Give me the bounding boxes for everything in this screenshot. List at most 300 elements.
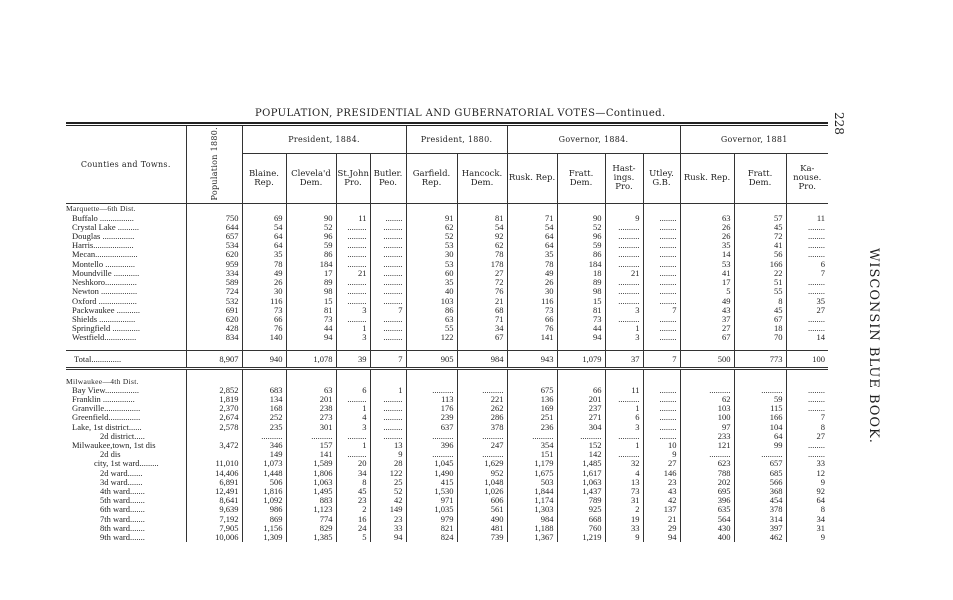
data-cell: 66 bbox=[242, 315, 286, 324]
column-header: Clevela'd Dem. bbox=[286, 153, 336, 203]
table-row bbox=[66, 524, 828, 533]
data-cell bbox=[680, 377, 734, 386]
data-cell: ........ bbox=[786, 395, 828, 404]
data-cell: ........ bbox=[786, 287, 828, 296]
data-cell: 94 bbox=[370, 533, 406, 542]
data-cell: 98 bbox=[286, 287, 336, 296]
data-cell: 1,844 bbox=[507, 487, 557, 496]
data-cell: 8,641 bbox=[186, 496, 242, 505]
table-row bbox=[66, 297, 828, 306]
data-cell: 169 bbox=[507, 404, 557, 413]
data-cell: .......... bbox=[680, 386, 734, 395]
data-cell: 503 bbox=[507, 478, 557, 487]
data-cell: ......... bbox=[336, 297, 370, 306]
data-cell: .......... bbox=[286, 432, 336, 441]
data-cell: 62 bbox=[457, 241, 507, 250]
data-cell: 149 bbox=[370, 505, 406, 514]
data-cell: 60 bbox=[406, 269, 457, 278]
row-label-cell bbox=[66, 377, 186, 386]
data-cell: 462 bbox=[734, 533, 786, 542]
data-cell: 500 bbox=[680, 350, 734, 368]
data-cell: 883 bbox=[286, 496, 336, 505]
table-row bbox=[66, 496, 828, 505]
row-label-cell bbox=[66, 469, 186, 478]
data-cell: .......... bbox=[734, 386, 786, 395]
data-cell: 184 bbox=[286, 260, 336, 269]
spacer-cell bbox=[507, 368, 557, 377]
data-cell: 41 bbox=[734, 241, 786, 250]
data-cell: 21 bbox=[457, 297, 507, 306]
table-row bbox=[66, 395, 828, 404]
row-label: Milwaukee—4th Dist. bbox=[66, 376, 139, 386]
data-cell bbox=[557, 377, 605, 386]
data-cell: 10,006 bbox=[186, 533, 242, 542]
data-cell: 7 bbox=[643, 350, 680, 368]
table-row bbox=[66, 450, 828, 459]
data-cell: 11 bbox=[336, 214, 370, 223]
data-cell: 724 bbox=[186, 287, 242, 296]
data-cell: ........ bbox=[643, 269, 680, 278]
data-cell: 35 bbox=[680, 241, 734, 250]
data-cell: 971 bbox=[406, 496, 457, 505]
data-cell: ........ bbox=[786, 386, 828, 395]
data-cell: 9 bbox=[643, 450, 680, 459]
data-cell: ........ bbox=[643, 324, 680, 333]
data-cell: 1,156 bbox=[242, 524, 286, 533]
data-cell: 1,073 bbox=[242, 459, 286, 468]
data-cell: ........ bbox=[786, 250, 828, 259]
data-cell: 1 bbox=[605, 441, 643, 450]
table-row bbox=[66, 333, 828, 342]
data-cell: 7 bbox=[370, 306, 406, 315]
data-cell: 37 bbox=[680, 315, 734, 324]
data-cell: 534 bbox=[186, 241, 242, 250]
data-cell: 8,907 bbox=[186, 350, 242, 368]
population-header bbox=[186, 126, 242, 204]
data-cell: 55 bbox=[734, 287, 786, 296]
data-cell: 23 bbox=[370, 515, 406, 524]
data-cell: .......... bbox=[242, 432, 286, 441]
data-cell: 49 bbox=[680, 297, 734, 306]
spacer-row bbox=[66, 343, 828, 351]
data-cell: .......... bbox=[406, 432, 457, 441]
table-row bbox=[66, 423, 828, 432]
spacer-cell bbox=[242, 368, 286, 377]
column-header: Hancock. Dem. bbox=[457, 153, 507, 203]
data-cell: 63 bbox=[680, 214, 734, 223]
row-label-cell bbox=[66, 413, 186, 422]
data-cell: 73 bbox=[242, 306, 286, 315]
data-cell: 94 bbox=[643, 533, 680, 542]
row-label: 2d dis bbox=[100, 450, 121, 460]
data-cell: ........ bbox=[786, 232, 828, 241]
table-row bbox=[66, 487, 828, 496]
data-cell bbox=[186, 377, 242, 386]
data-cell: 21 bbox=[605, 269, 643, 278]
data-cell: 67 bbox=[680, 333, 734, 342]
data-cell: 1,675 bbox=[507, 469, 557, 478]
row-label: 7th ward....... bbox=[100, 514, 145, 524]
row-label: Harris................... bbox=[72, 241, 134, 251]
data-cell: ......... bbox=[336, 260, 370, 269]
data-cell: ......... bbox=[370, 223, 406, 232]
data-cell: 25 bbox=[370, 478, 406, 487]
data-cell: 49 bbox=[507, 269, 557, 278]
data-cell: 7 bbox=[786, 413, 828, 422]
county-heading-row bbox=[66, 204, 828, 214]
data-cell: ........ bbox=[643, 250, 680, 259]
row-label: Buffalo ................ bbox=[72, 213, 134, 223]
spacer-cell bbox=[680, 368, 734, 377]
data-cell: 78 bbox=[457, 250, 507, 259]
data-cell: 18 bbox=[734, 324, 786, 333]
data-cell: 905 bbox=[406, 350, 457, 368]
data-cell: 247 bbox=[457, 441, 507, 450]
data-cell: 273 bbox=[286, 413, 336, 422]
data-cell: 1,629 bbox=[457, 459, 507, 468]
spacer-cell bbox=[507, 343, 557, 351]
data-cell: 30 bbox=[406, 250, 457, 259]
data-cell: ........ bbox=[786, 324, 828, 333]
data-cell: 20 bbox=[336, 459, 370, 468]
data-cell: 122 bbox=[370, 469, 406, 478]
data-cell: 70 bbox=[734, 333, 786, 342]
data-cell: 9 bbox=[786, 533, 828, 542]
row-label-cell bbox=[66, 315, 186, 324]
data-cell: ........ bbox=[643, 423, 680, 432]
data-cell: ........ bbox=[643, 297, 680, 306]
spacer-cell bbox=[557, 343, 605, 351]
data-cell: 9 bbox=[370, 450, 406, 459]
table-row bbox=[66, 269, 828, 278]
data-cell: 11,010 bbox=[186, 459, 242, 468]
data-cell: 141 bbox=[507, 333, 557, 342]
data-cell: 979 bbox=[406, 515, 457, 524]
data-cell: 90 bbox=[557, 214, 605, 223]
data-cell: 86 bbox=[557, 250, 605, 259]
data-cell: 140 bbox=[242, 333, 286, 342]
data-cell: 43 bbox=[680, 306, 734, 315]
data-cell: 1,174 bbox=[507, 496, 557, 505]
table-row bbox=[66, 505, 828, 514]
data-cell: 2,852 bbox=[186, 386, 242, 395]
data-cell: 97 bbox=[680, 423, 734, 432]
row-label-cell bbox=[66, 515, 186, 524]
spacer-cell bbox=[734, 368, 786, 377]
data-cell: 67 bbox=[457, 333, 507, 342]
data-cell: 17 bbox=[286, 269, 336, 278]
data-cell bbox=[370, 204, 406, 214]
data-cell: 100 bbox=[786, 350, 828, 368]
data-cell: 1 bbox=[605, 404, 643, 413]
row-label-cell bbox=[66, 505, 186, 514]
row-label-cell bbox=[66, 297, 186, 306]
data-cell: ........ bbox=[643, 432, 680, 441]
data-cell: 7 bbox=[370, 350, 406, 368]
data-cell bbox=[457, 204, 507, 214]
table-row bbox=[66, 306, 828, 315]
data-cell: ......... bbox=[370, 413, 406, 422]
data-cell: 157 bbox=[286, 441, 336, 450]
data-cell: 64 bbox=[786, 496, 828, 505]
data-cell: 1,448 bbox=[242, 469, 286, 478]
row-label: Mecan.................... bbox=[72, 250, 138, 260]
table-row bbox=[66, 223, 828, 232]
row-label: Total.............. bbox=[74, 353, 122, 364]
data-cell: 1,078 bbox=[286, 350, 336, 368]
data-cell: 7,905 bbox=[186, 524, 242, 533]
data-cell: 100 bbox=[680, 413, 734, 422]
data-cell: 42 bbox=[370, 496, 406, 505]
row-label: Packwaukee ........... bbox=[72, 305, 140, 315]
row-label-cell bbox=[66, 214, 186, 223]
data-cell: 54 bbox=[507, 223, 557, 232]
data-cell: .......... bbox=[457, 450, 507, 459]
data-cell: ......... bbox=[336, 315, 370, 324]
data-cell: 55 bbox=[406, 324, 457, 333]
data-cell: 14 bbox=[680, 250, 734, 259]
data-cell: 73 bbox=[507, 306, 557, 315]
data-cell: 73 bbox=[557, 315, 605, 324]
data-cell: 30 bbox=[507, 287, 557, 296]
data-cell: 168 bbox=[242, 404, 286, 413]
spacer-cell bbox=[786, 368, 828, 377]
spacer-cell bbox=[734, 343, 786, 351]
data-cell bbox=[186, 204, 242, 214]
row-label: Moundville ............ bbox=[72, 268, 140, 278]
data-cell: .......... bbox=[680, 450, 734, 459]
data-cell: 940 bbox=[242, 350, 286, 368]
data-cell: 62 bbox=[406, 223, 457, 232]
data-cell: 26 bbox=[507, 278, 557, 287]
data-cell: 252 bbox=[242, 413, 286, 422]
data-cell: 184 bbox=[557, 260, 605, 269]
data-cell: 314 bbox=[734, 515, 786, 524]
data-cell: 378 bbox=[457, 423, 507, 432]
data-cell: ......... bbox=[370, 260, 406, 269]
data-cell: 51 bbox=[734, 278, 786, 287]
row-label: 3d ward....... bbox=[100, 477, 143, 487]
row-label-cell bbox=[66, 204, 186, 214]
data-cell: 430 bbox=[680, 524, 734, 533]
row-label: Greenfield............... bbox=[72, 413, 141, 423]
data-cell: 32 bbox=[605, 459, 643, 468]
data-cell: 42 bbox=[643, 496, 680, 505]
data-cell: 11 bbox=[786, 214, 828, 223]
data-cell bbox=[605, 377, 643, 386]
column-header: Blaine. Rep. bbox=[242, 153, 286, 203]
data-cell: .......... bbox=[406, 450, 457, 459]
data-cell: 454 bbox=[734, 496, 786, 505]
row-label-cell bbox=[66, 533, 186, 542]
data-cell: 400 bbox=[680, 533, 734, 542]
data-cell: 773 bbox=[734, 350, 786, 368]
data-cell: 39 bbox=[336, 350, 370, 368]
row-label: Lake, 1st district...... bbox=[72, 422, 142, 432]
data-cell: 760 bbox=[557, 524, 605, 533]
data-cell: 1,589 bbox=[286, 459, 336, 468]
data-cell: ........ bbox=[643, 413, 680, 422]
data-cell: 59 bbox=[557, 241, 605, 250]
data-cell: 1,530 bbox=[406, 487, 457, 496]
row-label: Montello .............. bbox=[72, 259, 136, 269]
data-cell: 52 bbox=[557, 223, 605, 232]
spacer-cell bbox=[66, 343, 186, 351]
data-cell: 750 bbox=[186, 214, 242, 223]
data-cell: ........ bbox=[786, 450, 828, 459]
spacer-cell bbox=[406, 368, 457, 377]
data-cell: 52 bbox=[286, 223, 336, 232]
row-label-cell bbox=[66, 269, 186, 278]
table-row bbox=[66, 441, 828, 450]
data-cell: ........ bbox=[643, 287, 680, 296]
data-cell: ........ bbox=[643, 333, 680, 342]
data-cell: 657 bbox=[186, 232, 242, 241]
data-cell: ........ bbox=[643, 404, 680, 413]
data-cell: 984 bbox=[507, 515, 557, 524]
data-cell: 16 bbox=[336, 515, 370, 524]
data-cell: 53 bbox=[406, 241, 457, 250]
data-cell: .......... bbox=[605, 223, 643, 232]
data-cell: 1,819 bbox=[186, 395, 242, 404]
row-label-cell bbox=[66, 432, 186, 441]
data-cell: 73 bbox=[286, 315, 336, 324]
data-cell: 986 bbox=[242, 505, 286, 514]
data-cell: .......... bbox=[605, 315, 643, 324]
data-cell: 301 bbox=[286, 423, 336, 432]
data-cell: 304 bbox=[557, 423, 605, 432]
data-cell: 396 bbox=[406, 441, 457, 450]
data-cell: 368 bbox=[734, 487, 786, 496]
data-cell: 1,303 bbox=[507, 505, 557, 514]
row-label-cell bbox=[66, 250, 186, 259]
data-cell bbox=[242, 204, 286, 214]
row-label-cell bbox=[66, 441, 186, 450]
data-cell: 17 bbox=[680, 278, 734, 287]
data-cell: 12 bbox=[786, 469, 828, 478]
data-cell: 1,219 bbox=[557, 533, 605, 542]
data-cell: 8 bbox=[786, 423, 828, 432]
data-cell: 27 bbox=[680, 324, 734, 333]
data-cell: 566 bbox=[734, 478, 786, 487]
data-cell: 685 bbox=[734, 469, 786, 478]
data-cell: 45 bbox=[734, 306, 786, 315]
data-cell: ........ bbox=[786, 241, 828, 250]
data-cell: 952 bbox=[457, 469, 507, 478]
table-row bbox=[66, 404, 828, 413]
data-cell bbox=[406, 377, 457, 386]
data-cell: 166 bbox=[734, 260, 786, 269]
data-cell: ........ bbox=[370, 214, 406, 223]
data-cell: .......... bbox=[605, 432, 643, 441]
data-cell: 3 bbox=[336, 333, 370, 342]
data-cell: 1,048 bbox=[457, 478, 507, 487]
population-header-text: Population 1880. bbox=[209, 127, 219, 201]
data-cell: 35 bbox=[507, 250, 557, 259]
data-cell: 620 bbox=[186, 315, 242, 324]
spacer-cell bbox=[680, 343, 734, 351]
data-cell: 1,079 bbox=[557, 350, 605, 368]
spacer-cell bbox=[643, 343, 680, 351]
data-cell: 86 bbox=[406, 306, 457, 315]
data-cell: 92 bbox=[457, 232, 507, 241]
data-cell: 637 bbox=[406, 423, 457, 432]
data-cell: 201 bbox=[557, 395, 605, 404]
row-label: Westfield............... bbox=[72, 333, 137, 343]
row-label: Bay View................ bbox=[72, 385, 140, 395]
data-cell bbox=[286, 204, 336, 214]
data-cell: 6,891 bbox=[186, 478, 242, 487]
data-cell: .......... bbox=[605, 250, 643, 259]
spacer-cell bbox=[286, 343, 336, 351]
row-label: Marquette—6th Dist. bbox=[66, 204, 136, 214]
data-cell: 89 bbox=[286, 278, 336, 287]
spacer-cell bbox=[406, 343, 457, 351]
data-cell: 490 bbox=[457, 515, 507, 524]
data-cell: 821 bbox=[406, 524, 457, 533]
data-cell: ........ bbox=[786, 315, 828, 324]
data-cell: 415 bbox=[406, 478, 457, 487]
data-cell: 35 bbox=[406, 278, 457, 287]
data-cell: 346 bbox=[242, 441, 286, 450]
row-label: Neshkoro............... bbox=[72, 278, 137, 288]
row-label-cell bbox=[66, 260, 186, 269]
data-cell: 18 bbox=[557, 269, 605, 278]
data-cell: 34 bbox=[457, 324, 507, 333]
row-label: 4th ward....... bbox=[100, 486, 145, 496]
data-cell: 1 bbox=[605, 324, 643, 333]
data-cell: .......... bbox=[605, 287, 643, 296]
data-cell: .......... bbox=[605, 450, 643, 459]
data-cell: 6 bbox=[786, 260, 828, 269]
data-cell: 739 bbox=[457, 533, 507, 542]
data-cell: 21 bbox=[643, 515, 680, 524]
data-cell: 1,045 bbox=[406, 459, 457, 468]
data-cell: .......... bbox=[605, 395, 643, 404]
counties-header: Counties and Towns. bbox=[66, 126, 186, 204]
data-cell: 774 bbox=[286, 515, 336, 524]
data-cell: 37 bbox=[605, 350, 643, 368]
spacer-cell bbox=[643, 368, 680, 377]
data-cell bbox=[406, 204, 457, 214]
data-cell: 73 bbox=[605, 487, 643, 496]
data-cell: .......... bbox=[605, 241, 643, 250]
total-row bbox=[66, 350, 828, 368]
row-label-cell bbox=[66, 450, 186, 459]
group-header: Governor, 1884. bbox=[507, 126, 680, 153]
data-cell: 26 bbox=[680, 223, 734, 232]
spacer-cell bbox=[336, 368, 370, 377]
row-label: 9th ward....... bbox=[100, 532, 145, 542]
data-cell: 68 bbox=[457, 306, 507, 315]
data-cell: 34 bbox=[786, 515, 828, 524]
data-cell: 19 bbox=[605, 515, 643, 524]
data-cell bbox=[186, 432, 242, 441]
row-label: 5th ward....... bbox=[100, 496, 145, 506]
data-cell: 63 bbox=[286, 386, 336, 395]
spacer-cell bbox=[605, 368, 643, 377]
side-title: WISCONSIN BLUE BOOK. bbox=[866, 248, 881, 444]
data-cell: ......... bbox=[370, 315, 406, 324]
data-cell: 45 bbox=[336, 487, 370, 496]
data-cell: 1,385 bbox=[286, 533, 336, 542]
data-cell: ......... bbox=[370, 423, 406, 432]
row-label-cell bbox=[66, 478, 186, 487]
data-cell: ......... bbox=[336, 278, 370, 287]
column-header: Fratt. Dem. bbox=[557, 153, 605, 203]
top-rule bbox=[66, 122, 828, 124]
data-cell: 89 bbox=[557, 278, 605, 287]
